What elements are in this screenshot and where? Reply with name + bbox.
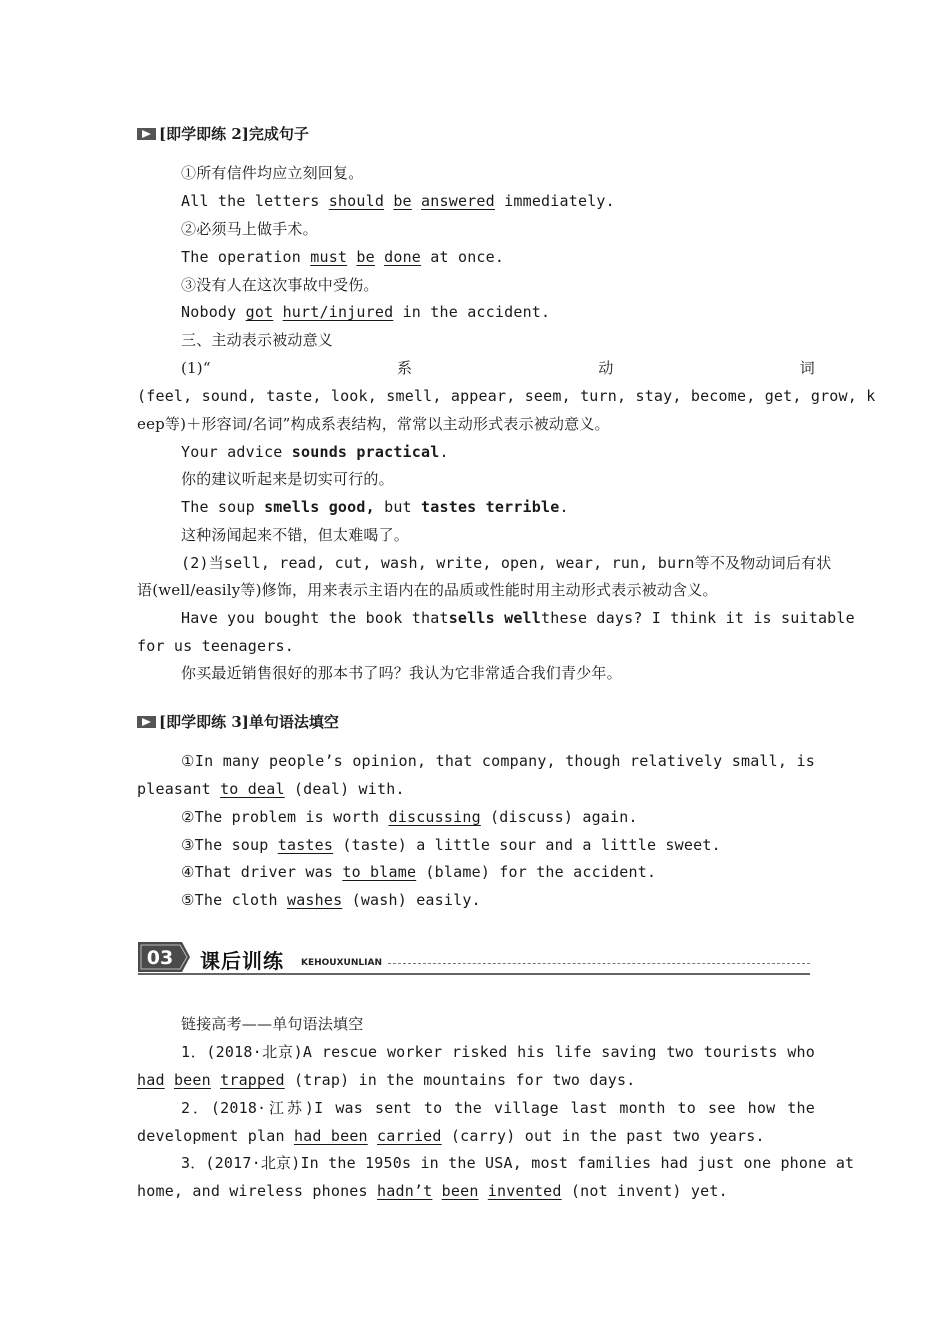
fill-item-1-line2: pleasant to deal (deal) with. bbox=[137, 780, 405, 798]
play-arrow-icon bbox=[137, 715, 157, 729]
grammar-p2-line2: 语(well/easily等)修饰，用来表示主语内在的品质或性能时用主动形式表示被动含义。 bbox=[137, 581, 718, 599]
practice-heading: 链接高考——单句语法填空 bbox=[181, 1015, 364, 1033]
section-banner bbox=[138, 942, 810, 976]
question-2-line2: development plan had been carried (carry) out in the past two years. bbox=[137, 1127, 765, 1145]
grammar-heading: 三、主动表示被动意义 bbox=[181, 331, 334, 349]
banner-title: 课后训练 bbox=[200, 949, 284, 973]
item-1-chinese: ①所有信件均应立刻回复。 bbox=[181, 164, 364, 182]
answer-blank: hurt/injured bbox=[282, 303, 394, 321]
answer-blank: answered bbox=[421, 192, 495, 210]
answer-blank: be bbox=[393, 192, 412, 210]
fill-item-3: ③The soup tastes (taste) a little sour and a little sweet. bbox=[181, 836, 721, 854]
question-2-line1: 2．(2018·江苏)I was sent to the village last month to see how the bbox=[181, 1099, 815, 1117]
fill-item-2: ②The problem is worth discussing (discuss) again. bbox=[181, 808, 638, 826]
answer-blank: been bbox=[173, 1071, 211, 1089]
grammar-p2-line1: (2)当sell, read, cut, wash, write, open, wear, run, burn等不及物动词后有状 bbox=[181, 554, 832, 572]
fill-item-4: ④That driver was to blame (blame) for the accident. bbox=[181, 863, 657, 881]
svg-text:03: 03 bbox=[146, 947, 174, 969]
example-3-english-line1: Have you bought the book that sells well these days? I think it is suitable bbox=[181, 609, 855, 627]
grammar-p1-line3: eep等)＋形容词/名词”构成系表结构，常常以主动形式表示被动意义。 bbox=[137, 415, 610, 433]
example-2-english: The soup smells good, but tastes terrible. bbox=[181, 498, 569, 516]
practice-2-heading bbox=[137, 124, 309, 144]
answer-blank: must bbox=[310, 248, 348, 266]
item-3-chinese: ③没有人在这次事故中受伤。 bbox=[181, 276, 379, 294]
answer-blank: trapped bbox=[220, 1071, 285, 1089]
banner-subtitle: KEHOUXUNLIAN bbox=[301, 958, 382, 968]
answer-blank: had been bbox=[293, 1127, 368, 1145]
answer-blank: done bbox=[384, 248, 422, 266]
answer-blank: hadn’t bbox=[377, 1182, 433, 1200]
example-3-english-line2: for us teenagers. bbox=[137, 637, 294, 655]
answer-blank: invented bbox=[487, 1182, 562, 1200]
practice-3-title: [即学即练 3]单句语法填空 bbox=[159, 713, 339, 731]
grammar-p1-line1: (1)“ 系 动 词 bbox=[181, 359, 815, 377]
item-1-english: All the letters should be answered immediately. bbox=[181, 192, 615, 210]
item-2-english: The operation must be done at once. bbox=[181, 248, 505, 266]
answer-blank: to deal bbox=[220, 780, 285, 798]
grammar-p1-line2: (feel, sound, taste, look, smell, appear, seem, turn, stay, become, get, grow, k bbox=[137, 387, 876, 405]
answer-blank: discussing bbox=[388, 808, 481, 826]
answer-blank: had bbox=[137, 1071, 165, 1089]
answer-blank: to blame bbox=[342, 863, 417, 881]
question-1-line2: had been trapped (trap) in the mountains for two days. bbox=[137, 1071, 636, 1089]
play-arrow-icon bbox=[137, 127, 157, 141]
fill-item-5: ⑤The cloth washes (wash) easily. bbox=[181, 891, 481, 909]
question-1-line1: 1．(2018·北京)A rescue worker risked his life saving two tourists who bbox=[181, 1043, 815, 1061]
question-3-line1: 3．(2017·北京)In the 1950s in the USA, most families had just one phone at bbox=[181, 1154, 855, 1172]
practice-3-heading bbox=[137, 712, 339, 732]
item-3-english: Nobody got hurt/injured in the accident. bbox=[181, 303, 551, 321]
practice-2-title: [即学即练 2]完成句子 bbox=[159, 125, 309, 143]
example-1-english: Your advice sounds practical. bbox=[181, 443, 449, 461]
answer-blank: washes bbox=[286, 891, 343, 909]
banner-dashed-rule bbox=[388, 963, 810, 964]
question-3-line2: home, and wireless phones hadn’t been invented (not invent) yet. bbox=[137, 1182, 728, 1200]
example-3-chinese: 你买最近销售很好的那本书了吗？我认为它非常适合我们青少年。 bbox=[181, 664, 622, 682]
answer-blank: carried bbox=[377, 1127, 442, 1145]
example-1-chinese: 你的建议听起来是切实可行的。 bbox=[181, 470, 394, 488]
answer-blank: should bbox=[328, 192, 385, 210]
banner-underline bbox=[138, 973, 810, 975]
answer-blank: tastes bbox=[277, 836, 334, 854]
answer-blank: be bbox=[356, 248, 375, 266]
answer-blank: been bbox=[441, 1182, 479, 1200]
answer-blank: got bbox=[245, 303, 274, 321]
section-number-badge bbox=[138, 942, 190, 972]
example-2-chinese: 这种汤闻起来不错，但太难喝了。 bbox=[181, 526, 410, 544]
fill-item-1-line1: ①In many people’s opinion, that company, though relatively small, is bbox=[181, 752, 815, 770]
item-2-chinese: ②必须马上做手术。 bbox=[181, 220, 318, 238]
